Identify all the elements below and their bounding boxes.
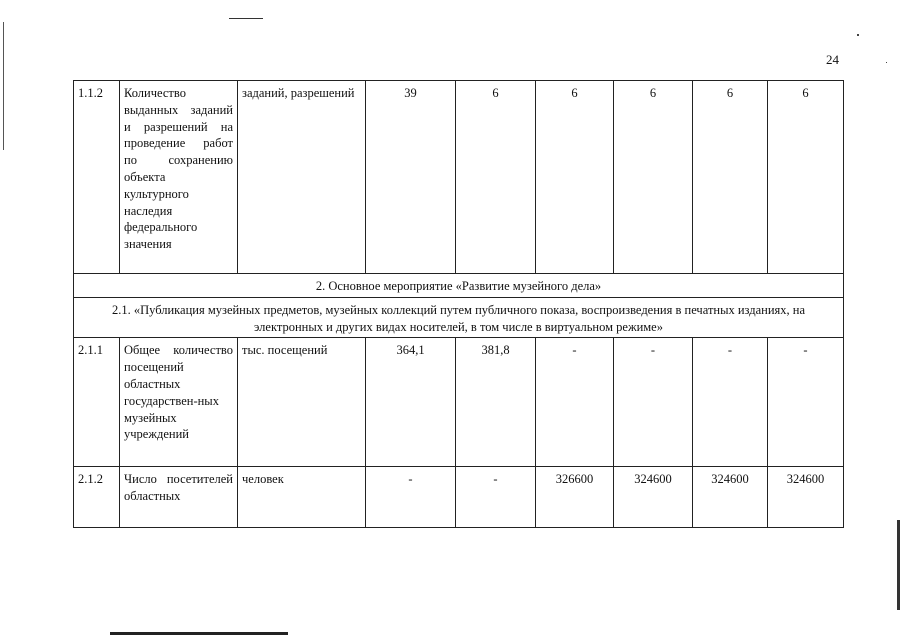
page-number: 24 <box>826 52 839 67</box>
table-row <box>74 467 844 528</box>
scan-speck <box>857 34 859 36</box>
row-indicator-name: Число посетителей областных <box>120 467 238 528</box>
row-value: 6 <box>456 81 536 274</box>
table-row <box>74 81 844 274</box>
scan-mark-bottom <box>110 632 288 635</box>
scan-edge-right <box>897 520 900 610</box>
row-indicator-name: Количество выданных заданий и разрешений на проведение работ по сохранению объекта культурного наследия федерального значения <box>120 81 238 274</box>
row-value: 6 <box>536 81 614 274</box>
main-event-title: 2. Основное мероприятие «Развитие музейного дела» <box>74 274 844 298</box>
row-value: - <box>536 338 614 467</box>
row-value: 324600 <box>768 467 844 528</box>
section-row <box>74 297 844 338</box>
row-unit: заданий, разрешений <box>238 81 366 274</box>
scan-edge-left <box>3 22 4 150</box>
row-value: 324600 <box>614 467 693 528</box>
row-value: 364,1 <box>366 338 456 467</box>
scan-mark-top <box>229 18 263 19</box>
row-value: 39 <box>366 81 456 274</box>
indicators-table <box>73 80 844 528</box>
row-indicator-name: Общее количество посещений областных государствен-ных музейных учреждений <box>120 338 238 467</box>
row-code: 1.1.2 <box>74 81 120 274</box>
row-unit: человек <box>238 467 366 528</box>
row-value: - <box>456 467 536 528</box>
row-value: 6 <box>768 81 844 274</box>
row-value: 381,8 <box>456 338 536 467</box>
row-value: 324600 <box>693 467 768 528</box>
section-row <box>74 274 844 298</box>
row-value: - <box>366 467 456 528</box>
sub-event-title: 2.1. «Публикация музейных предметов, музейных коллекций путем публичного показа, воспроизведения в печатных изданиях, на электронных и других видах носителей, в том числе в виртуальном режиме» <box>74 297 844 338</box>
row-value: 326600 <box>536 467 614 528</box>
row-value: - <box>693 338 768 467</box>
row-value: 6 <box>693 81 768 274</box>
row-code: 2.1.1 <box>74 338 120 467</box>
row-code: 2.1.2 <box>74 467 120 528</box>
row-value: - <box>614 338 693 467</box>
table-row <box>74 338 844 467</box>
row-unit: тыс. посещений <box>238 338 366 467</box>
row-value: - <box>768 338 844 467</box>
row-value: 6 <box>614 81 693 274</box>
scan-speck <box>886 62 887 63</box>
